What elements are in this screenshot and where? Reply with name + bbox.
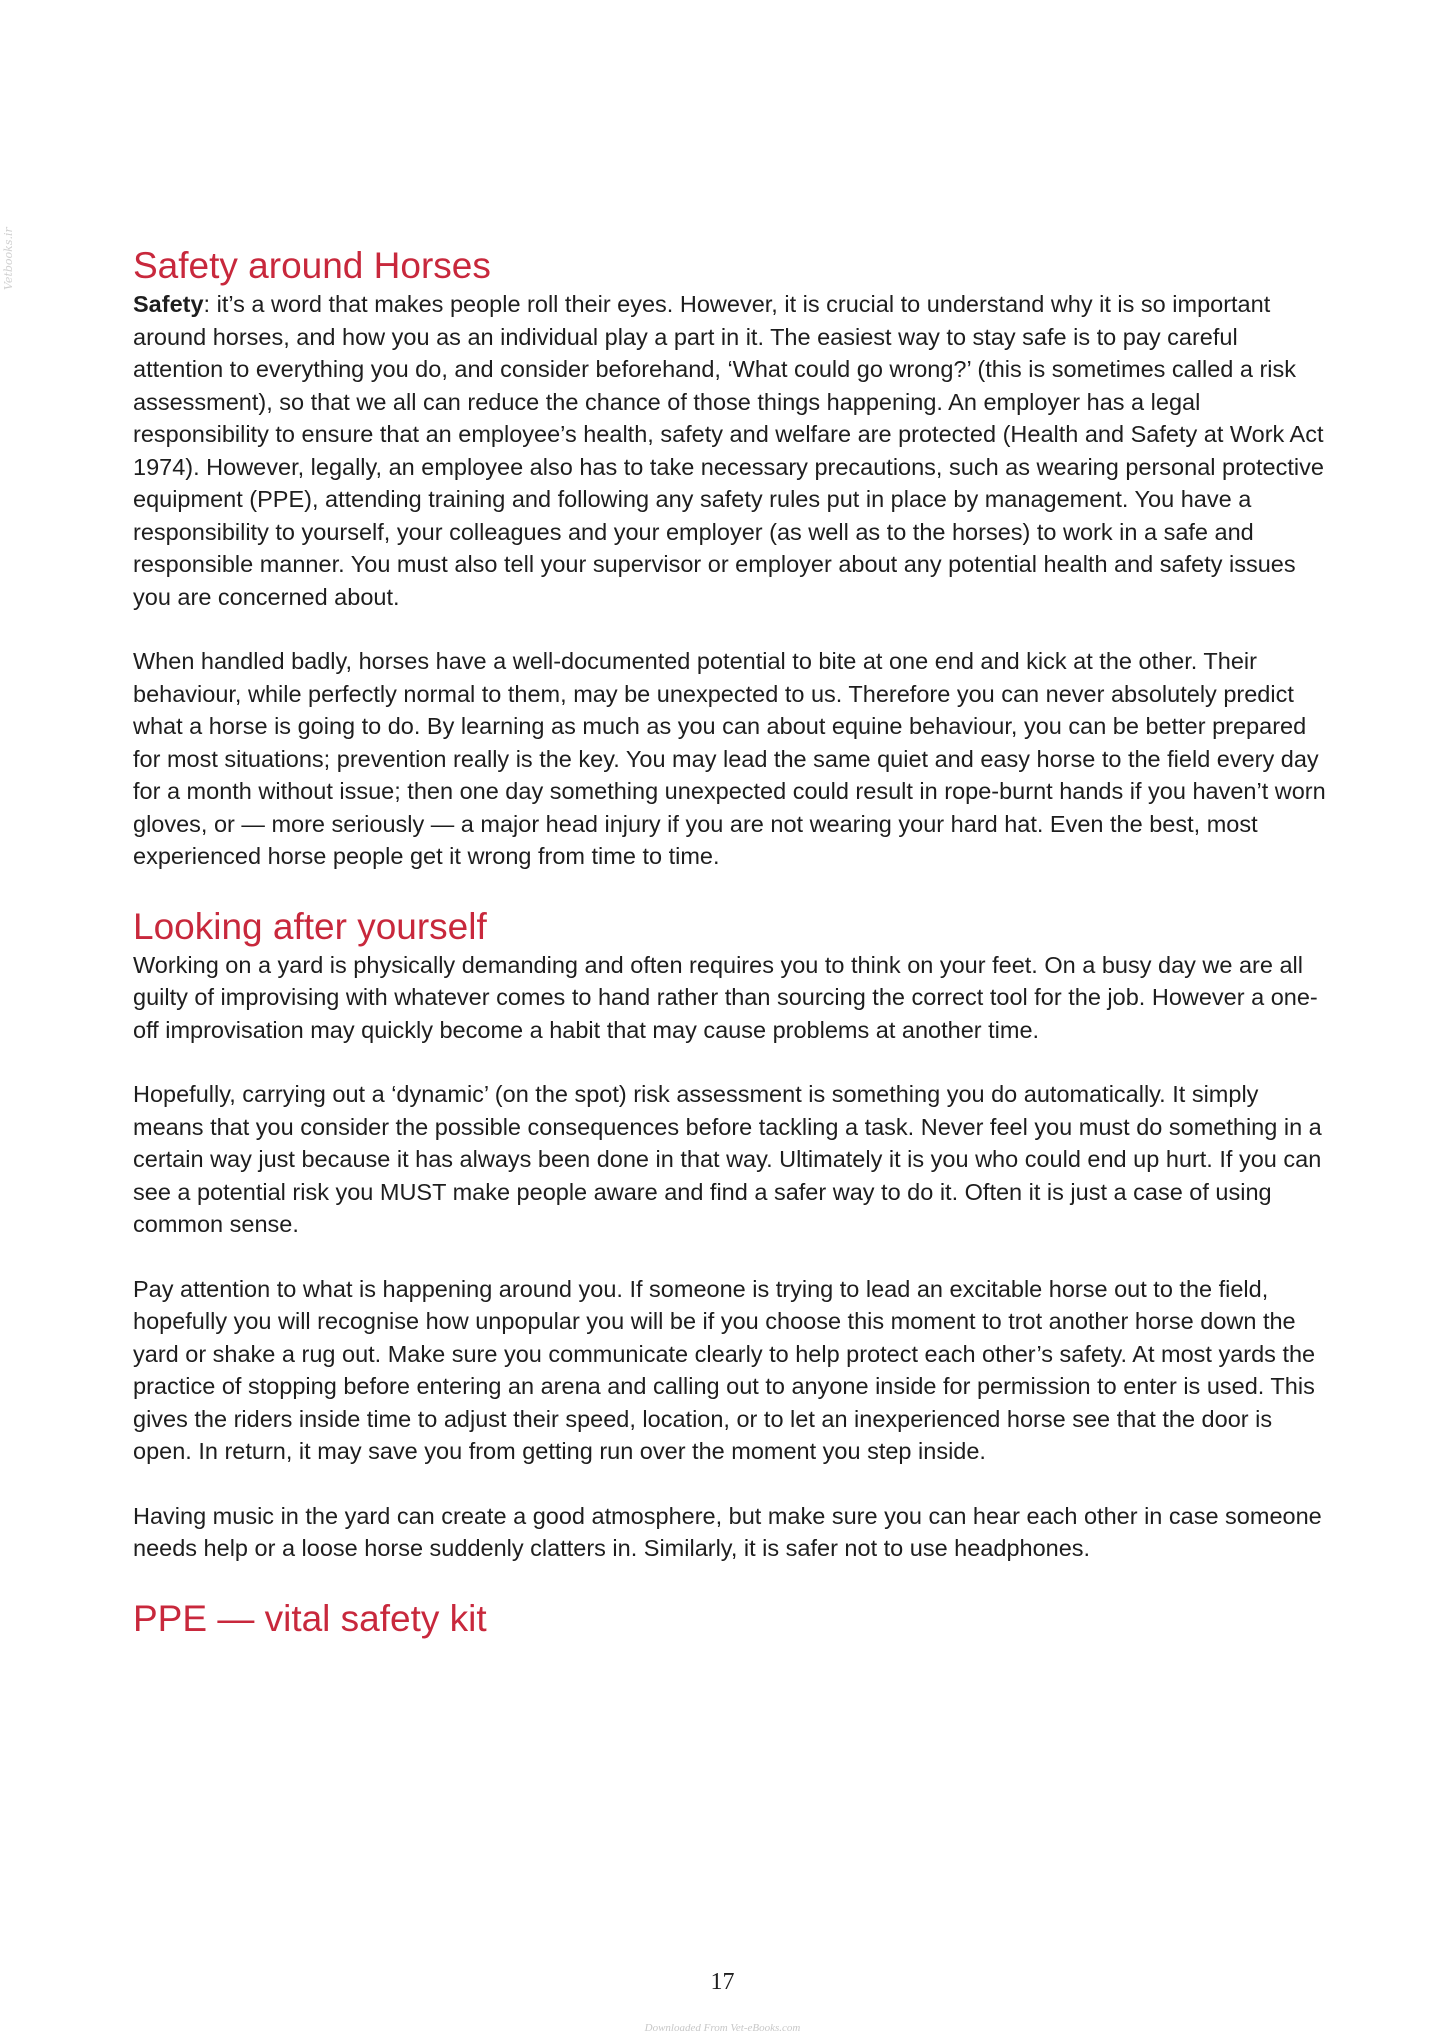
paragraph-music: Having music in the yard can create a good atmosphere, but make sure you can hear each other in case someone needs help or a loose horse suddenly clatters in. Similarly, it is safer not to use headphones. <box>133 1502 1322 1561</box>
paragraph-working-on-yard: Working on a yard is physically demanding and often requires you to think on your feet. On a busy day we are all guilty of improvising with whatever comes to hand rather than sourcing the correct tool for the job. However a one-off improvisation may quickly become a habit that may cause problems at another time. <box>133 951 1318 1043</box>
page-number: 17 <box>710 1969 735 1995</box>
page-content <box>133 244 1333 1641</box>
paragraph-dynamic-risk: Hopefully, carrying out a ‘dynamic’ (on the spot) risk assessment is something you do automatically. It simply means that you consider the possible consequences before tackling a task. Never feel you must do something in a certain way just because it has always been done in that way. Ultimately it is you who could end up hurt. If you can see a potential risk you MUST make people aware and find a safer way to do it. Often it is just a case of using common sense. <box>133 1081 1322 1237</box>
paragraph-pay-attention: Pay attention to what is happening around you. If someone is trying to lead an excitable horse out to the field, hopefully you will recognise how unpopular you will be if you choose this moment to trot another horse down the yard or shake a rug out. Make sure you communicate clearly to help protect each other’s safety. At most yards the practice of stopping before entering an arena and calling out to anyone inside for permission to enter is used. This gives the riders inside time to adjust their speed, location, or to let an inexperienced horse see that the door is open. In return, it may save you from getting run over the moment you step inside. <box>133 1275 1316 1464</box>
heading-looking-after-yourself: Looking after yourself <box>133 905 487 947</box>
bold-term-safety: Safety <box>133 291 204 317</box>
paragraph-handled-badly: When handled badly, horses have a well-documented potential to bite at one end and kick at the other. Their behaviour, while perfectly normal to them, may be unexpected to us. Therefore you can never absolutely predict what a horse is going to do. By learning as much as you can about equine behaviour, you can be better prepared for most situations; prevention really is the key. You may lead the same quiet and easy horse to the field every day for a month without issue; then one day something unexpected could result in rope-burnt hands if you haven’t worn gloves, or — more seriously — a major head injury if you are not wearing your hard hat. Even the best, most experienced horse people get it wrong from time to time. <box>133 648 1326 869</box>
side-watermark: Vetbooks.ir <box>2 227 15 290</box>
heading-ppe: PPE — vital safety kit <box>133 1597 487 1639</box>
heading-safety-around-horses: Safety around Horses <box>133 245 491 286</box>
footer-watermark: Downloaded From Vet-eBooks.com <box>644 2022 801 2034</box>
paragraph-safety-intro-text: : it’s a word that makes people roll their eyes. However, it is crucial to understand why it is so important around horses, and how you as an individual play a part in it. The easiest way to stay safe is to pay careful attention to everything you do, and consider beforehand, ‘What could go wrong?’ (this is sometimes called a risk assessment), so that we all can reduce the chance of those things happening. An employer has a legal responsibility to ensure that an employee’s health, safety and welfare are protected (Health and Safety at Work Act 1974). However, legally, an employee also has to take necessary precautions, such as wearing personal protective equipment (PPE), attending training and following any safety rules put in place by management. You have a responsibility to yourself, your colleagues and your employer (as well as to the horses) to work in a safe and responsible manner. You must also tell your supervisor or employer about any potential health and safety issues you are concerned about. <box>133 291 1324 610</box>
paragraph-safety-intro <box>133 288 1333 613</box>
